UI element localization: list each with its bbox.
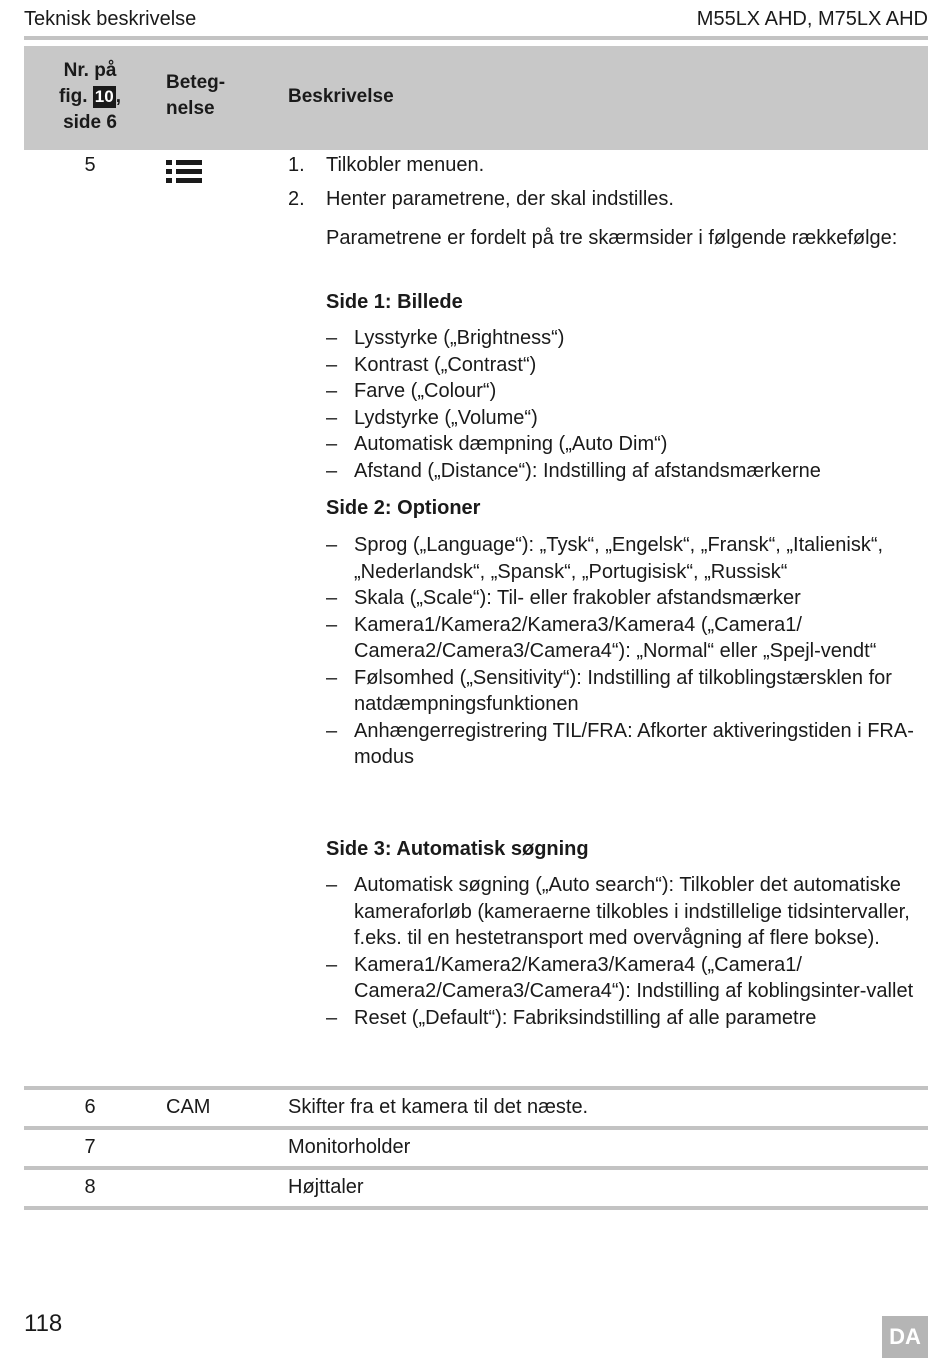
list-item: – Kamera1/Kamera2/Kamera3/Kamera4 („Camera1/ Camera2/Camera3/Camera4“): Indstilling af koblingsinter-vallet [326, 952, 924, 1005]
section-title: Side 1: Billede [326, 291, 463, 313]
fig-prefix: fig. [59, 86, 88, 107]
table-bottom-rule [24, 1206, 928, 1210]
row-description: Højttaler [288, 1176, 364, 1198]
list-item: – Automatisk dæmpning („Auto Dim“) [326, 431, 924, 458]
list-item: – Farve („Colour“) [326, 378, 924, 405]
fig-suffix: , [115, 86, 121, 107]
list-item: – Afstand („Distance“): Indstilling af afstandsmærkerne [326, 458, 924, 485]
list-text: Henter parametrene, der skal indstilles. [326, 188, 674, 210]
table-header [24, 46, 928, 150]
section-title: Side 2: Optioner [326, 497, 481, 519]
col-header-bet-line2: nelse [166, 98, 215, 119]
list-number: 1. [288, 154, 305, 176]
menu-list-icon [166, 160, 202, 184]
table-row-5 [24, 150, 928, 1086]
row-description: Skifter fra et kamera til det næste. [288, 1096, 589, 1118]
intro-text: Parametrene er fordelt på tre skærmsider i følgende rækkefølge: [326, 227, 898, 249]
figure-number-badge: 10 [94, 87, 114, 106]
col-header-nr [24, 58, 156, 136]
row-number: 6 [84, 1096, 96, 1118]
list-item: – Sprog („Language“): „Tysk“, „Engelsk“, „Fransk“, „Italienisk“, „Nederlandsk“, „Spansk“, „Portugisisk“, „Russisk“ [326, 532, 924, 585]
col-header-betegnelse [166, 70, 276, 122]
list-item: – Kamera1/Kamera2/Kamera3/Kamera4 („Camera1/ Camera2/Camera3/Camera4“): „Normal“ eller „Spejl-vendt“ [326, 612, 924, 665]
language-tab: DA [882, 1316, 928, 1358]
table-row-6 [24, 1090, 928, 1126]
table-row-7 [24, 1130, 928, 1166]
section-3-list [326, 872, 924, 1031]
list-item: – Følsomhed („Sensitivity“): Indstilling af tilkoblingstærsklen for natdæmpningsfunktionen [326, 665, 924, 718]
col-header-nr-line1: Nr. på [63, 60, 117, 81]
running-header-right: M55LX AHD, M75LX AHD [696, 8, 928, 30]
list-item: – Anhængerregistrering TIL/FRA: Afkorter aktiveringstiden i FRA-modus [326, 718, 924, 771]
list-item: – Automatisk søgning („Auto search“): Tilkobler det automatiske kameraforløb (kameraerne tilkobles i indstillelige tidsintervaller, f.eks. til en hestetransport med overvågning af flere bokse). [326, 872, 924, 952]
row-designation: CAM [166, 1096, 211, 1118]
header-rule [24, 36, 928, 40]
list-item: – Reset („Default“): Fabriksindstilling af alle parametre [326, 1005, 924, 1032]
running-header-left: Teknisk beskrivelse [24, 8, 197, 30]
list-item: – Skala („Scale“): Til- eller frakobler afstandsmærker [326, 585, 924, 612]
section-2-list [326, 532, 924, 771]
list-number: 2. [288, 188, 305, 210]
section-title: Side 3: Automatisk søgning [326, 838, 589, 860]
row-number: 5 [84, 154, 96, 176]
row-number: 7 [84, 1136, 96, 1158]
list-item: – Kontrast („Contrast“) [326, 352, 924, 379]
list-text: Tilkobler menuen. [326, 154, 485, 176]
row-number: 8 [84, 1176, 96, 1198]
table-row-8 [24, 1170, 928, 1206]
col-header-beskrivelse: Beskrivelse [288, 86, 394, 107]
list-item: – Lydstyrke („Volume“) [326, 405, 924, 432]
row-description: Monitorholder [288, 1136, 411, 1158]
section-1-list [326, 325, 924, 484]
page-number: 118 [24, 1310, 63, 1337]
list-item: – Lysstyrke („Brightness“) [326, 325, 924, 352]
col-header-bet-line1: Beteg- [166, 72, 226, 93]
col-header-nr-line3: side 6 [63, 112, 117, 133]
col-header-nr-line2 [24, 84, 156, 110]
controls-table [24, 46, 928, 1210]
